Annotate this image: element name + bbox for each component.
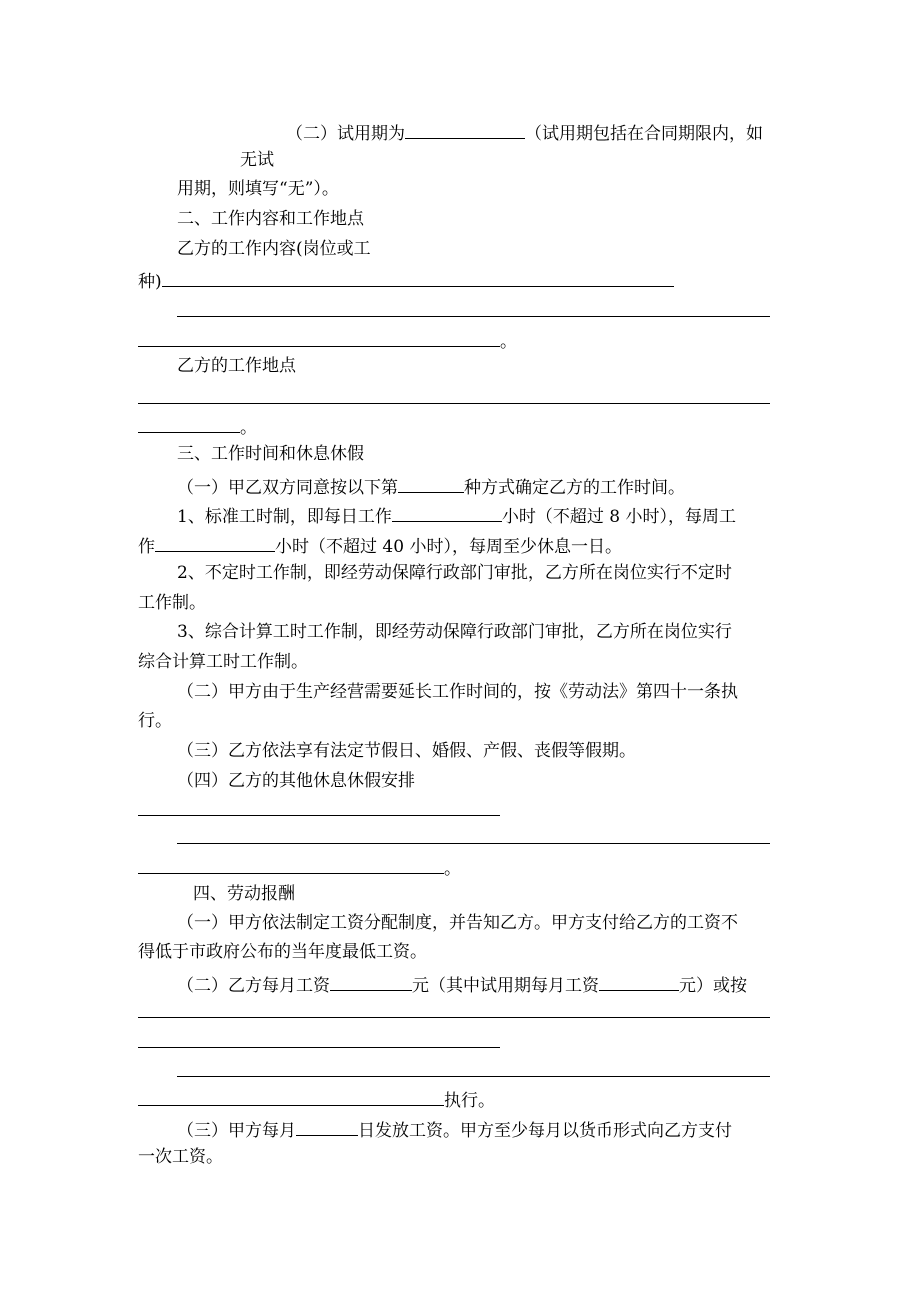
- monthly-wage-blank[interactable]: [330, 970, 412, 991]
- work-time-mode-blank[interactable]: [398, 472, 464, 493]
- monthly-wage-line: （二）乙方每月工资 元（其中试用期每月工资 元）或按: [177, 970, 747, 998]
- other-leave-line-3: 。: [138, 853, 461, 881]
- standard-hours-line-1: 1、标准工时制，即每日工作 小时（不超过 8 小时），每周工: [177, 501, 736, 529]
- probation-wage-blank[interactable]: [599, 970, 679, 991]
- overtime-line-1: （二）甲方由于生产经营需要延长工作时间的，按《劳动法》第四十一条执: [177, 682, 738, 702]
- work-content-label: 乙方的工作内容(岗位或工: [177, 239, 371, 259]
- standard-hours-line-2: 作 小时（不超过 40 小时），每周至少休息一日。: [138, 531, 622, 559]
- probation-line-1: （二）试用期为 （试用期包括在合同期限内，如: [286, 118, 763, 146]
- pay-day-blank[interactable]: [296, 1115, 358, 1136]
- work-content-label-cont: 种): [138, 266, 674, 294]
- comprehensive-hours-line-1: 3、综合计算工时工作制，即经劳动保障行政部门审批，乙方所在岗位实行: [177, 622, 732, 642]
- other-leave-blank-line-2[interactable]: [177, 843, 770, 844]
- probation-line-2: 无试: [240, 150, 274, 170]
- wage-method-blank-line-3[interactable]: [177, 1076, 770, 1077]
- comprehensive-hours-line-2: 综合计算工时工作制。: [138, 652, 308, 672]
- section-4-heading: 四、劳动报酬: [193, 884, 295, 904]
- work-content-blank[interactable]: [162, 266, 674, 287]
- work-location-blank-line-1[interactable]: [138, 403, 770, 404]
- wage-system-line-2: 得低于市政府公布的当年度最低工资。: [138, 942, 427, 962]
- work-content-blank-line-2[interactable]: [177, 316, 770, 317]
- work-content-line-3: 。: [138, 326, 517, 354]
- other-leave-blank-line-1[interactable]: [138, 815, 500, 816]
- flexible-hours-line-2: 工作制。: [138, 593, 206, 613]
- other-leave-blank-line-3[interactable]: [138, 853, 444, 874]
- daily-hours-blank[interactable]: [392, 501, 502, 522]
- work-content-blank-line-3[interactable]: [138, 326, 500, 347]
- wage-method-blank-line-4[interactable]: [138, 1085, 444, 1106]
- work-time-choice: （一）甲乙双方同意按以下第 种方式确定乙方的工作时间。: [177, 472, 685, 500]
- wage-method-blank-line-1[interactable]: [138, 1017, 770, 1018]
- work-location-line-2: 。: [138, 412, 257, 440]
- section-3-heading: 三、工作时间和休息休假: [177, 444, 364, 464]
- weekly-hours-blank[interactable]: [155, 531, 275, 552]
- work-location-label: 乙方的工作地点: [177, 356, 296, 376]
- flexible-hours-line-1: 2、不定时工作制，即经劳动保障行政部门审批，乙方所在岗位实行不定时: [177, 563, 732, 583]
- wage-method-line-4: 执行。: [138, 1085, 495, 1113]
- pay-day-line-1: （三）甲方每月 日发放工资。甲方至少每月以货币形式向乙方支付: [177, 1115, 732, 1143]
- pay-day-line-2: 一次工资。: [138, 1147, 223, 1167]
- statutory-holidays: （三）乙方依法享有法定节假日、婚假、产假、丧假等假期。: [177, 741, 636, 761]
- work-location-blank-line-2[interactable]: [138, 412, 240, 433]
- other-leave-label: （四）乙方的其他休息休假安排: [177, 771, 415, 791]
- wage-method-blank-line-2[interactable]: [138, 1047, 500, 1048]
- probation-period-blank[interactable]: [405, 118, 525, 139]
- section-2-heading: 二、工作内容和工作地点: [177, 209, 364, 229]
- probation-line-3: 用期，则填写“无”）。: [177, 179, 339, 199]
- overtime-line-2: 行。: [138, 711, 172, 731]
- wage-system-line-1: （一）甲方依法制定工资分配制度，并告知乙方。甲方支付给乙方的工资不: [177, 913, 738, 933]
